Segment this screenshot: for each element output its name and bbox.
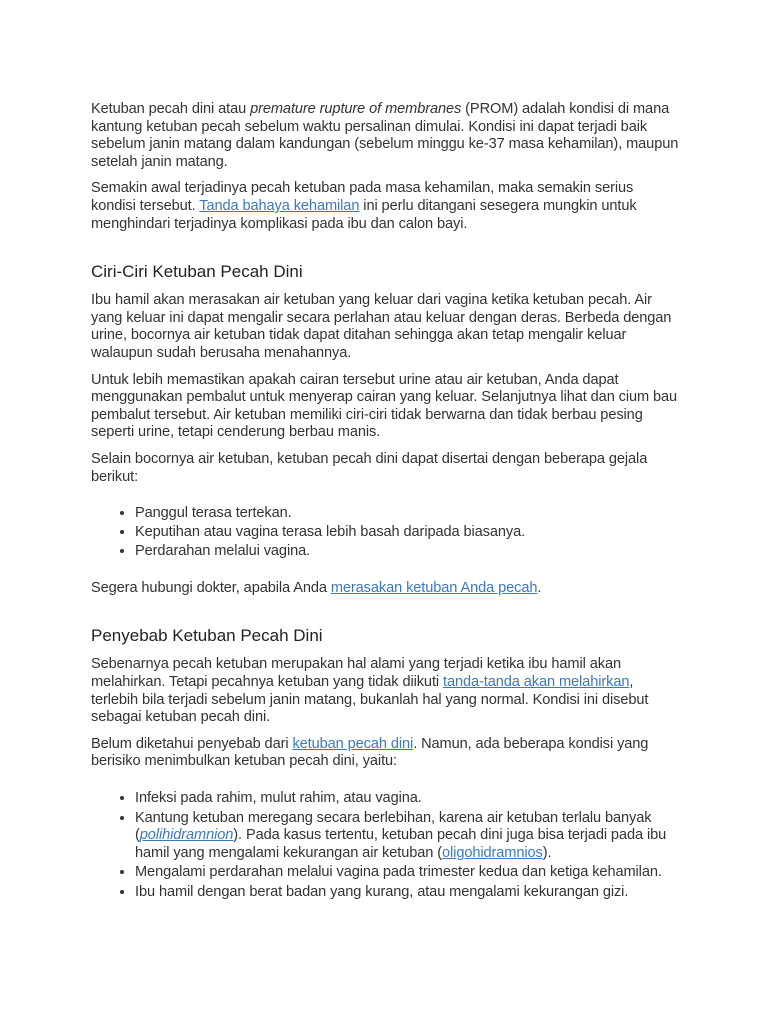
section1-paragraph-1: Ibu hamil akan merasakan air ketuban yang keluar dari vagina ketika ketuban pecah. Air yang keluar ini dapat mengalir secara perlahan atau keluar dengan deras. Berbeda dengan urine, bocornya air ketuban tidak dapat ditahan sehingga akan tetap mengalir keluar walaupun sudah berusaha menahannya. xyxy=(91,292,672,361)
intro-paragraph-1 xyxy=(91,101,681,171)
section1-paragraph-3: Selain bocornya air ketuban, ketuban pecah dini dapat disertai dengan beberapa gejala berikut: xyxy=(91,450,648,485)
text: Kantung ketuban meregang secara berlebihan, karena air ketuban terlalu banyak ( xyxy=(135,809,652,844)
link-oligohidramnios[interactable]: oligohidramnios xyxy=(442,844,543,861)
text: Semakin awal terjadinya pecah ketuban pada masa kehamilan, maka semakin serius kondisi tersebut. xyxy=(91,180,634,214)
text: Segera hubungi dokter, apabila Anda xyxy=(91,579,331,596)
text: ). Pada kasus tertentu, ketuban pecah dini juga bisa terjadi pada ibu hamil yang mengalami kekurangan air ketuban ( xyxy=(135,827,667,861)
text: . Namun, ada beberapa kondisi yang berisiko menimbulkan ketuban pecah dini, yaitu: xyxy=(91,735,649,770)
link-polihidramnion[interactable] xyxy=(140,827,234,843)
list-item: • Infeksi pada rahim, mulut rahim, atau vagina. xyxy=(135,790,681,808)
link-merasakan-ketuban-pecah[interactable]: merasakan ketuban Anda pecah xyxy=(330,579,538,596)
link-ketuban-pecah-dini[interactable]: ketuban pecah dini xyxy=(292,735,414,752)
text: ini perlu ditangani sesegera mungkin untuk menghindari terjadinya komplikasi pada ibu dan calon bayi. xyxy=(91,197,637,232)
link-tanda-melahirkan[interactable]: tanda-tanda akan melahirkan xyxy=(443,674,630,691)
list-item: • Perdarahan melalui vagina. xyxy=(135,543,681,561)
text: Sebenarnya pecah ketuban merupakan hal alami yang terjadi ketika ibu hamil akan melahirkan. Tetapi pecahnya ketuban yang tidak diikuti xyxy=(91,656,621,691)
list-item xyxy=(135,810,681,863)
heading-ciri-ciri: Ciri-Ciri Ketuban Pecah Dini xyxy=(91,262,303,282)
section2-paragraph-2 xyxy=(91,736,681,771)
link-tanda-bahaya-kehamilan[interactable]: Tanda bahaya kehamilan xyxy=(199,197,360,214)
cause-list xyxy=(91,790,681,902)
text: Ketuban pecah dini atau xyxy=(91,101,251,117)
list-item: • Ibu hamil dengan berat badan yang kurang, atau mengalami kekurangan gizi. xyxy=(135,884,681,902)
heading-penyebab: Penyebab Ketuban Pecah Dini xyxy=(91,626,323,646)
list-item: • Mengalami perdarahan melalui vagina pada trimester kedua dan ketiga kehamilan. xyxy=(135,864,681,882)
prom-term: premature rupture of membranes xyxy=(250,101,462,117)
symptom-list xyxy=(91,505,681,561)
text: ). xyxy=(542,844,552,861)
text: , terlebih bila terjadi sebelum janin matang, bukanlah hal yang normal. Kondisi ini disebut sebagai ketuban pecah dini. xyxy=(91,674,649,726)
section1-paragraph-4 xyxy=(91,580,681,598)
intro-paragraph-2 xyxy=(91,180,681,233)
text: (PROM) adalah kondisi di mana kantung ketuban pecah sebelum waktu persalinan dimulai. Kondisi ini dapat terjadi baik sebelum janin matang dalam kandungan (sebelum minggu ke-37 masa kehamilan), maupun setelah janin matang. xyxy=(91,101,679,170)
list-item: • Panggul terasa tertekan. xyxy=(135,505,681,523)
list-item: • Keputihan atau vagina terasa lebih basah daripada biasanya. xyxy=(135,524,681,542)
section2-paragraph-1 xyxy=(91,656,681,726)
text: . xyxy=(537,579,542,596)
text: Belum diketahui penyebab dari xyxy=(91,735,293,752)
link-text: polihidramnion xyxy=(139,827,234,844)
section1-paragraph-2: Untuk lebih memastikan apakah cairan tersebut urine atau air ketuban, Anda dapat menggunakan pembalut untuk menyerap cairan yang keluar. Selanjutnya lihat dan cium bau pembalut tersebut. Air ketuban memiliki ciri-ciri tidak berwarna dan tidak berbau pesing seperti urine, tetapi cenderung berbau manis. xyxy=(91,371,678,441)
